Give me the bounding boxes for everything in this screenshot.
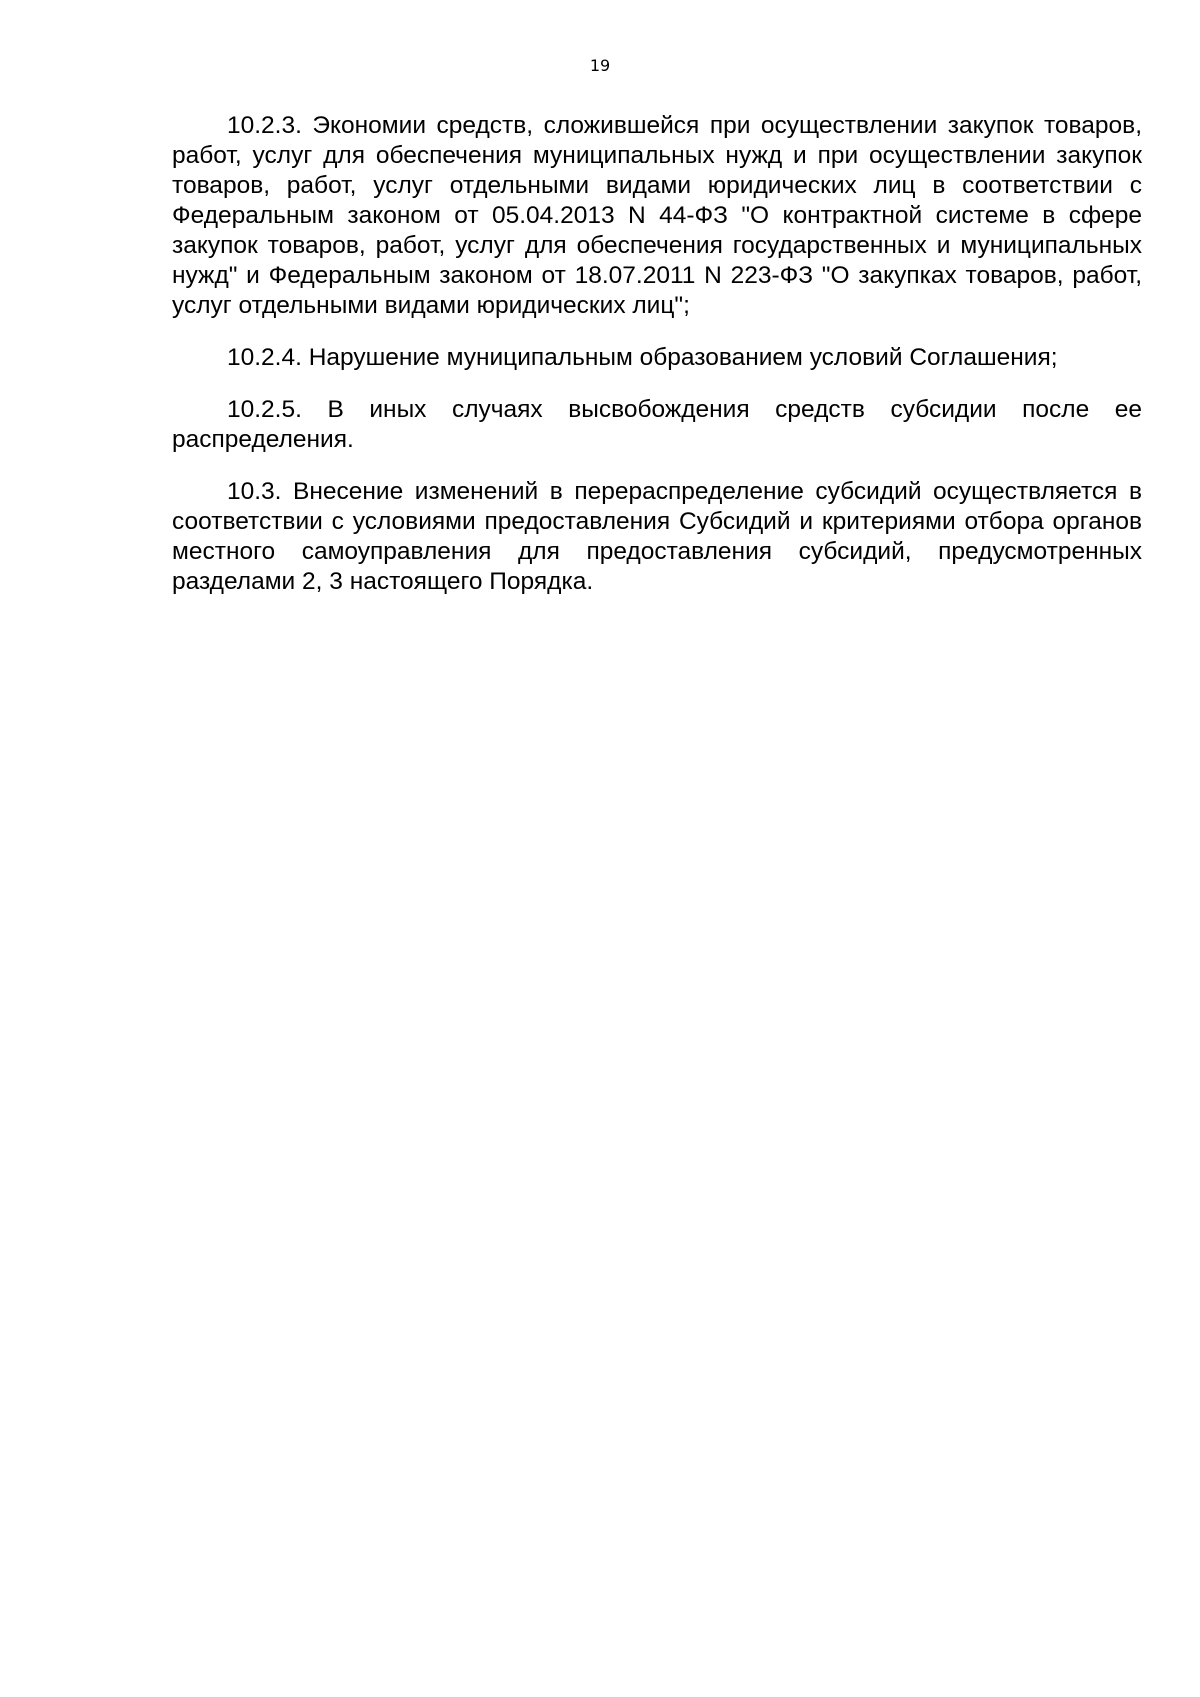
paragraph-10-2-4: 10.2.4. Нарушение муниципальным образованием условий Соглашения; — [227, 344, 1058, 371]
paragraph-10-3: 10.3. Внесение изменений в перераспределение субсидий осуществляется в соответствии с условиями предоставления Субсидий и критериями отбора органов местного самоуправления для предоставления субсидий, предусмотренных разделами 2, 3 настоящего Порядка. — [172, 478, 1142, 595]
paragraph-10-2-3: 10.2.3. Экономии средств, сложившейся при осуществлении закупок товаров, работ, услуг для обеспечения муниципальных нужд и при осуществлении закупок товаров, работ, услуг отдельными видами юридических лиц в соответствии с Федеральным законом от 05.04.2013 N 44-ФЗ "О контрактной системе в сфере закупок товаров, работ, услуг для обеспечения государственных и муниципальных нужд" и Федеральным законом от 18.07.2011 N 223-ФЗ "О закупках товаров, работ, услуг отдельными видами юридических лиц"; — [172, 112, 1142, 319]
document-body — [172, 111, 1142, 619]
paragraph-10-2-5: 10.2.5. В иных случаях высвобождения средств субсидии после ее распределения. — [172, 396, 1142, 453]
page-number: 19 — [589, 56, 611, 75]
